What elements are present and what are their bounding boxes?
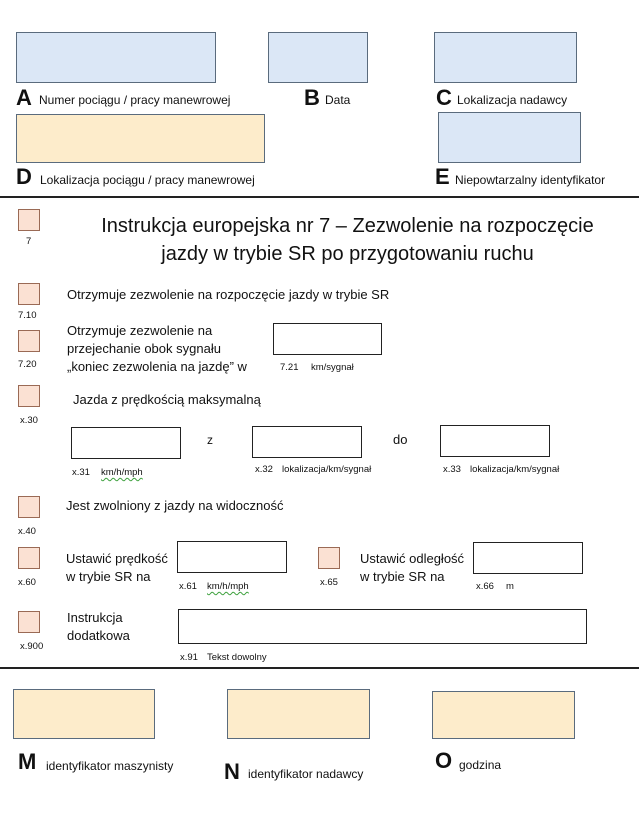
code-x-32: x.32 <box>255 464 273 475</box>
checkbox-x-900[interactable] <box>18 611 40 633</box>
text-x-65-line-2: w trybie SR na <box>360 569 445 584</box>
code-x-91: x.91 <box>180 652 198 663</box>
text-x-60 <box>66 550 168 586</box>
field-x-32[interactable] <box>252 426 362 458</box>
checkbox-x-65[interactable] <box>318 547 340 569</box>
label-m: identyfikator maszynisty <box>46 759 174 773</box>
code-7: 7 <box>26 236 32 247</box>
text-7-20-line-1: Otrzymuje zezwolenie na <box>67 323 213 338</box>
text-x-60-line-1: Ustawić prędkość <box>66 551 168 566</box>
code-7-20: 7.20 <box>18 359 37 370</box>
letter-d: D <box>16 164 32 189</box>
label-c: Lokalizacja nadawcy <box>457 93 568 107</box>
text-7-20 <box>67 322 247 376</box>
separator-do: do <box>393 432 408 447</box>
letter-e: E <box>435 164 450 189</box>
code-x-65: x.65 <box>320 577 338 588</box>
field-d-train-location[interactable] <box>16 114 265 163</box>
text-x-30: Jazda z prędkością maksymalną <box>73 392 261 407</box>
code-x-33: x.33 <box>443 464 461 475</box>
letter-b: B <box>304 85 320 110</box>
field-x-91[interactable] <box>178 609 587 644</box>
code-x-40: x.40 <box>18 526 36 537</box>
label-a: Numer pociągu / pracy manewrowej <box>39 93 231 107</box>
letter-a: A <box>16 85 32 110</box>
title-line-2: jazdy w trybie SR po przygotowaniu ruchu <box>161 243 534 265</box>
text-x-65-line-1: Ustawić odległość <box>360 551 465 566</box>
code-7-10: 7.10 <box>18 310 37 321</box>
field-x-61[interactable] <box>177 541 287 573</box>
checkbox-7-20[interactable] <box>18 330 40 352</box>
field-x-66[interactable] <box>473 542 583 574</box>
label-o: godzina <box>459 758 502 772</box>
unit-x-33: lokalizacja/km/sygnał <box>470 464 560 475</box>
code-x-900: x.900 <box>20 641 44 652</box>
text-x-65 <box>360 550 464 586</box>
unit-7-21: km/sygnał <box>311 362 354 373</box>
code-x-61: x.61 <box>179 581 197 592</box>
field-c-sender-location[interactable] <box>434 32 577 83</box>
label-n: identyfikator nadawcy <box>248 767 364 781</box>
letter-c: C <box>436 85 452 110</box>
unit-x-91: Tekst dowolny <box>207 652 267 663</box>
unit-x-32: lokalizacja/km/sygnał <box>282 464 372 475</box>
code-x-30: x.30 <box>20 415 38 426</box>
field-n-sender-id[interactable] <box>227 689 370 739</box>
code-7-21: 7.21 <box>280 362 299 373</box>
label-d: Lokalizacja pociągu / pracy manewrowej <box>40 173 255 187</box>
code-x-66: x.66 <box>476 581 494 592</box>
text-7-20-line-2: przejechanie obok sygnału <box>67 341 221 356</box>
divider-bottom <box>0 667 639 669</box>
unit-x-31: km/h/mph <box>101 467 143 478</box>
title-line-1: Instrukcja europejska nr 7 – Zezwolenie na rozpoczęcie <box>101 215 594 237</box>
code-x-60: x.60 <box>18 577 36 588</box>
checkbox-7-10[interactable] <box>18 283 40 305</box>
field-x-31[interactable] <box>71 427 181 459</box>
checkbox-x-40[interactable] <box>18 496 40 518</box>
unit-x-61: km/h/mph <box>207 581 249 592</box>
text-x-40: Jest zwolniony z jazdy na widoczność <box>66 498 284 513</box>
divider-top <box>0 196 639 198</box>
checkbox-7[interactable] <box>18 209 40 231</box>
label-b: Data <box>325 93 351 107</box>
text-x-900-line-1: Instrukcja <box>67 610 123 625</box>
text-7-10: Otrzymuje zezwolenie na rozpoczęcie jazdy w trybie SR <box>67 287 390 302</box>
letter-m: M <box>18 749 37 774</box>
label-e: Niepowtarzalny identyfikator <box>455 173 606 187</box>
text-7-20-line-3: „koniec zezwolenia na jazdę” w <box>67 359 247 374</box>
field-x-33[interactable] <box>440 425 550 457</box>
letter-o: O <box>435 748 453 773</box>
text-x-60-line-2: w trybie SR na <box>66 569 151 584</box>
field-7-21[interactable] <box>273 323 382 355</box>
field-m-driver-id[interactable] <box>13 689 155 739</box>
field-a-train-number[interactable] <box>16 32 216 83</box>
field-e-unique-id[interactable] <box>438 112 581 163</box>
checkbox-x-60[interactable] <box>18 547 40 569</box>
text-x-900-line-2: dodatkowa <box>67 628 130 643</box>
field-o-time[interactable] <box>432 691 575 739</box>
field-b-date[interactable] <box>268 32 368 83</box>
separator-z: z <box>207 433 213 447</box>
checkbox-x-30[interactable] <box>18 385 40 407</box>
unit-x-66: m <box>506 581 514 592</box>
instruction-title <box>60 212 635 268</box>
text-x-900 <box>67 609 130 645</box>
letter-n: N <box>224 759 240 784</box>
code-x-31: x.31 <box>72 467 90 478</box>
